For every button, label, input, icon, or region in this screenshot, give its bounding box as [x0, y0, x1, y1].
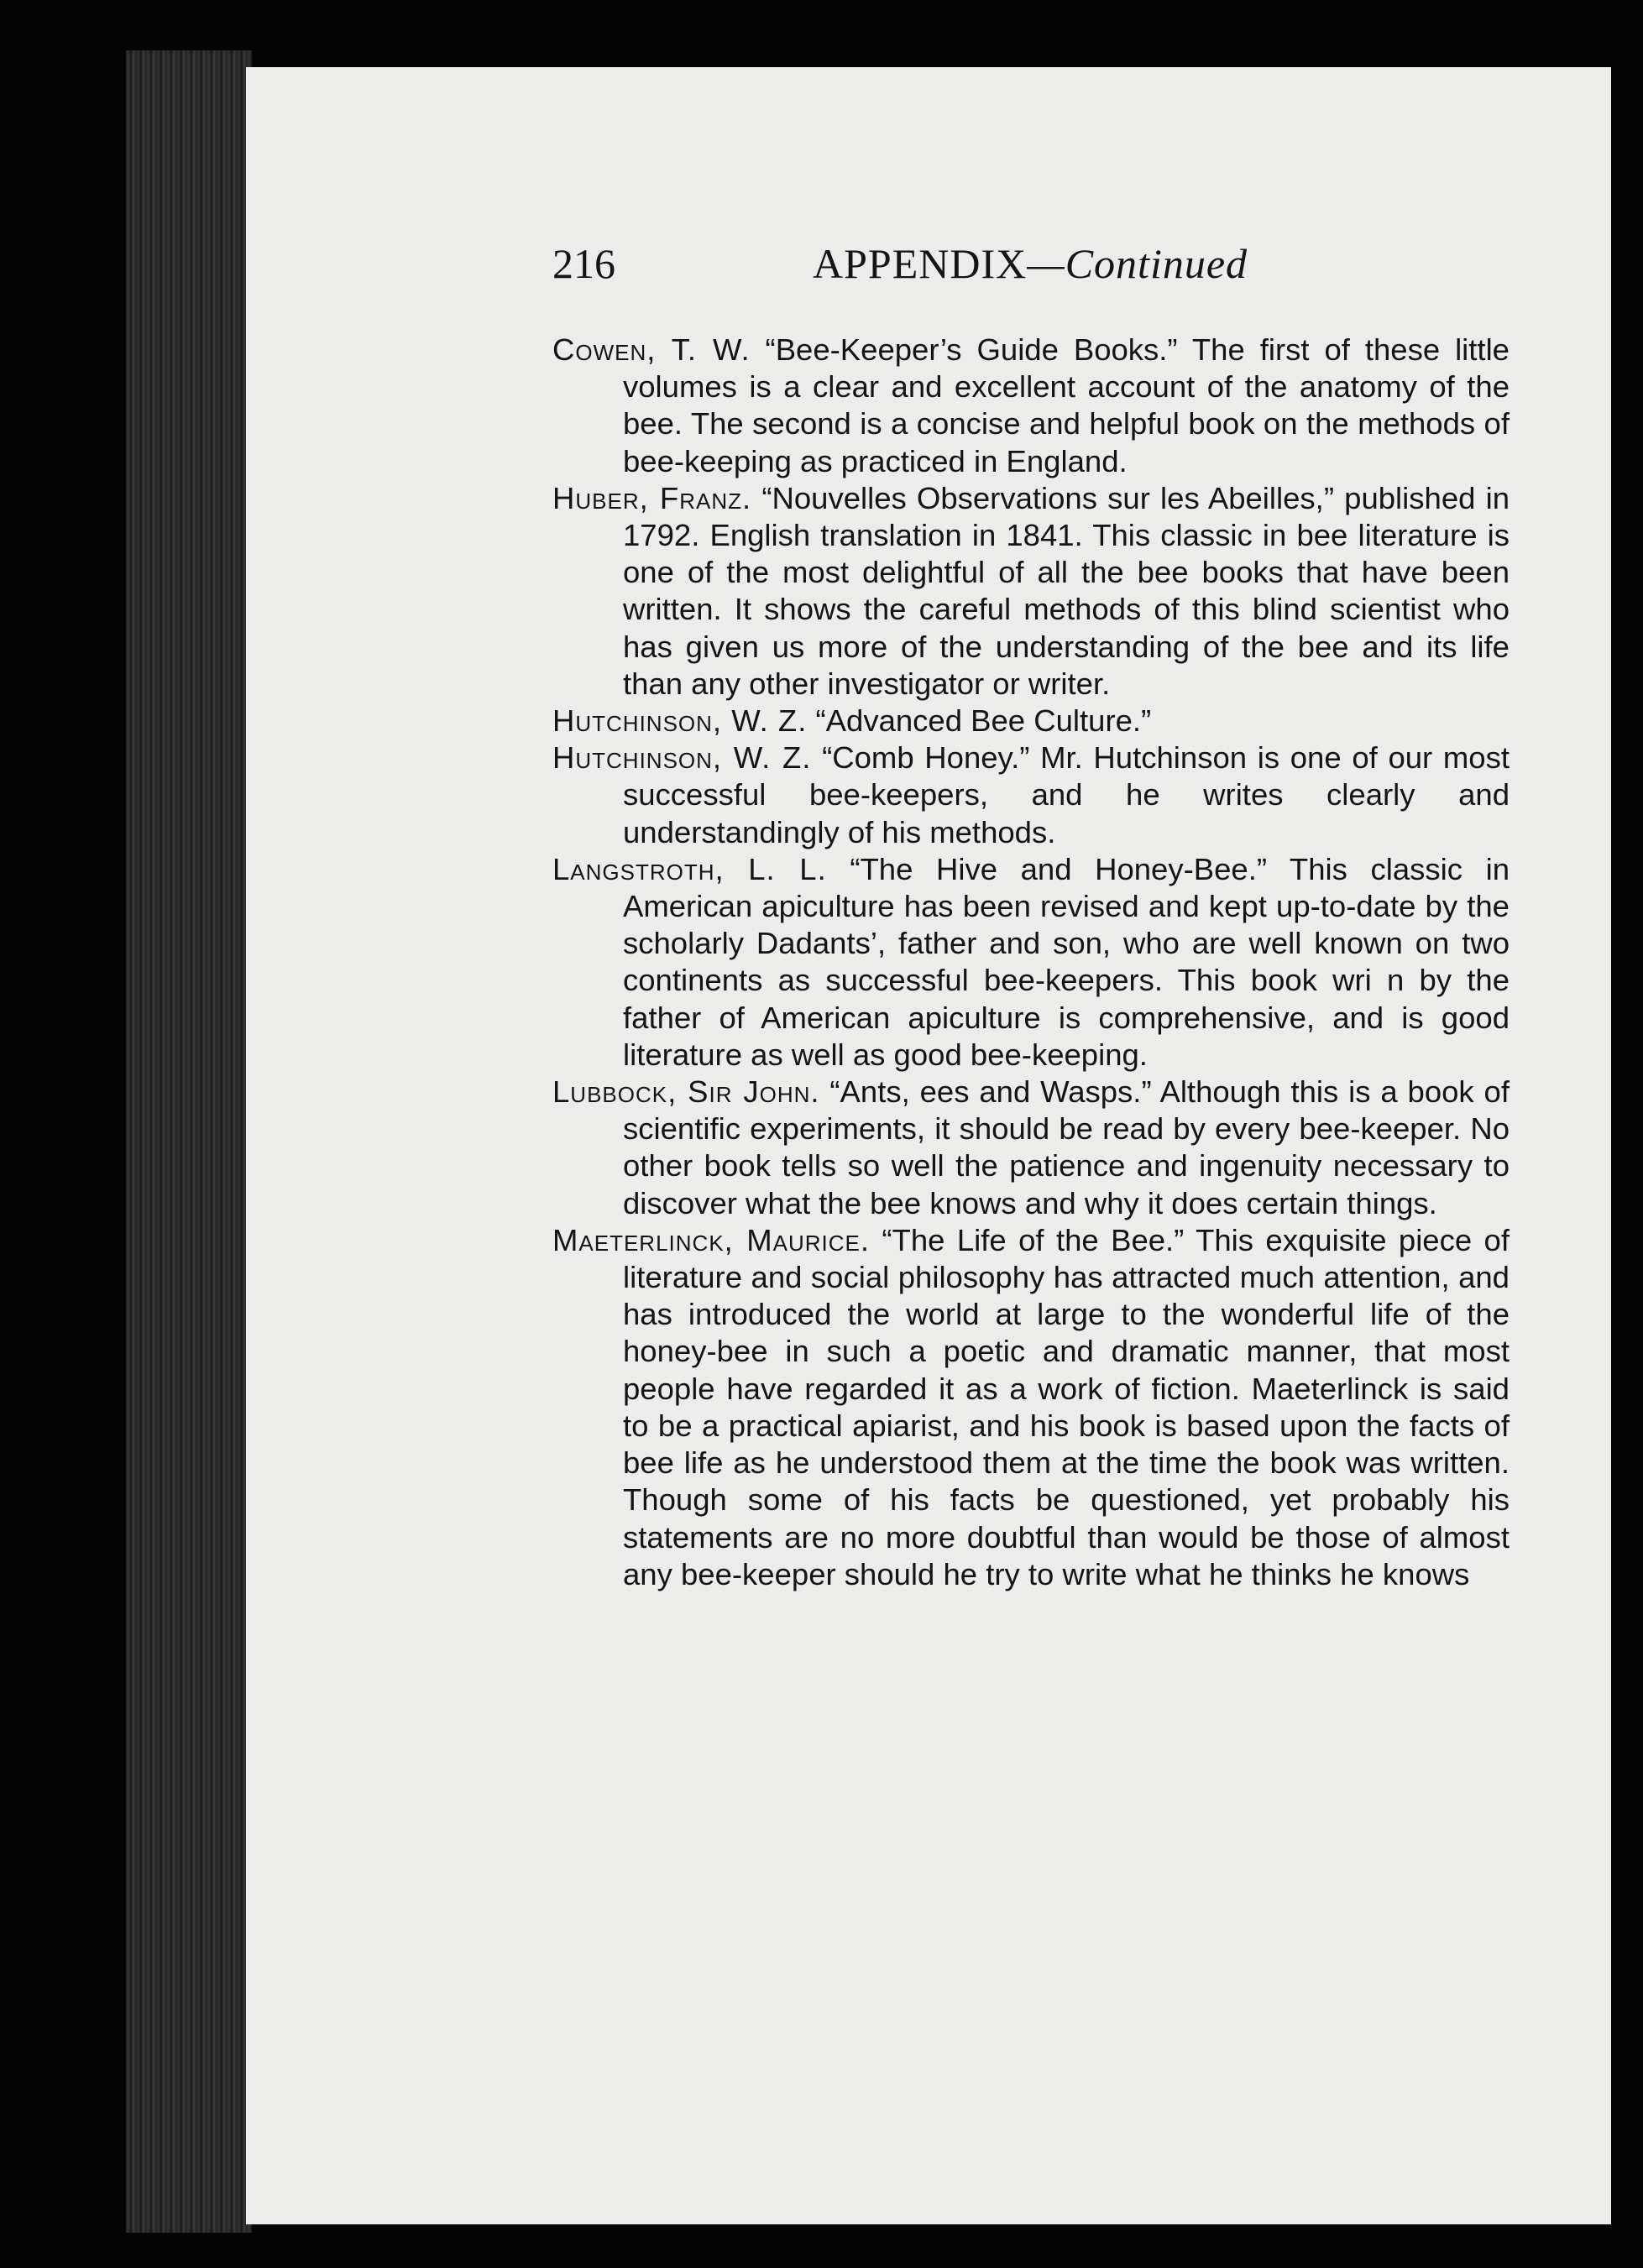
entry-author: Hutchinson, W. Z. — [552, 740, 812, 776]
entry-author: Cowen, T. W. — [552, 332, 751, 367]
bibliography-entry — [552, 851, 1510, 1074]
running-head — [552, 239, 1510, 332]
page-title — [813, 239, 1248, 288]
bibliography-list — [552, 332, 1510, 1593]
entry-text: “Comb Honey.” Mr. Hutchinson is one of our most successful bee-keepers, and he writes clearly and understandingly of his methods. — [623, 740, 1510, 849]
book-edge — [126, 50, 252, 2233]
title-continued: —Continued — [1027, 240, 1248, 287]
entry-author: Maeterlinck, Maurice. — [552, 1222, 870, 1257]
page-number: 216 — [552, 240, 615, 287]
bibliography-entry — [552, 480, 1510, 703]
entry-author: Langstroth, L. L. — [552, 851, 827, 886]
bibliography-entry — [552, 739, 1510, 851]
entry-text: “Bee-Keeper’s Guide Books.” The first of these little volumes is a clear and excellent account of the anatomy of the bee. The second is a concise and helpful book on the methods of bee-keeping as practiced in England. — [623, 332, 1510, 478]
bibliography-entry — [552, 1222, 1510, 1593]
entry-author: Lubbock, Sir John. — [552, 1074, 820, 1110]
bibliography-entry — [552, 1074, 1510, 1222]
entry-text: “The Hive and Honey-Bee.” This classic in American apiculture has been revised and kept up-to-date by the scholarly Dadants’, father and son, who are well known on two continents as successful bee-keepers. This book wri n by the father of American apiculture is comprehensive, and is good literature as well as good bee-keeping. — [623, 851, 1510, 1072]
entry-text: “Nouvelles Observations sur les Abeilles,” published in 1792. English translation in 1841. This classic in bee literature is one of the most delightful of all the bee books that have been written. It shows the careful methods of this blind scientist who has given us more of the understanding of the bee and its life than any other investigator or writer. — [623, 480, 1510, 701]
entry-author: Hutchinson, W. Z. — [552, 703, 808, 739]
bibliography-entry — [552, 703, 1510, 739]
page-content — [552, 239, 1510, 1593]
book-page — [246, 67, 1611, 2224]
entry-text: “Advanced Bee Culture.” — [815, 703, 1152, 739]
title-main: APPENDIX — [813, 240, 1028, 287]
entry-text: “Ants, ees and Wasps.” Although this is a book of scientific experiments, it should be read by every bee-keeper. No other book tells so well the patience and ingenuity necessary to discover what the bee knows and why it does certain things. — [623, 1074, 1510, 1220]
entry-author: Huber, Franz. — [552, 480, 752, 515]
bibliography-entry — [552, 332, 1510, 480]
entry-text: “The Life of the Bee.” This exquisite piece of literature and social philosophy has attracted much attention, and has introduced the world at large to the wonderful life of the honey-bee in such a poetic and dramatic manner, that most people have regarded it as a work of fiction. Maeterlinck is said to be a practical apiarist, and his book is based upon the facts of bee life as he understood them at the time the book was written. Though some of his facts be questioned, yet probably his statements are no more doubtful than would be those of almost any bee-keeper should he try to write what he thinks he knows — [623, 1222, 1510, 1591]
